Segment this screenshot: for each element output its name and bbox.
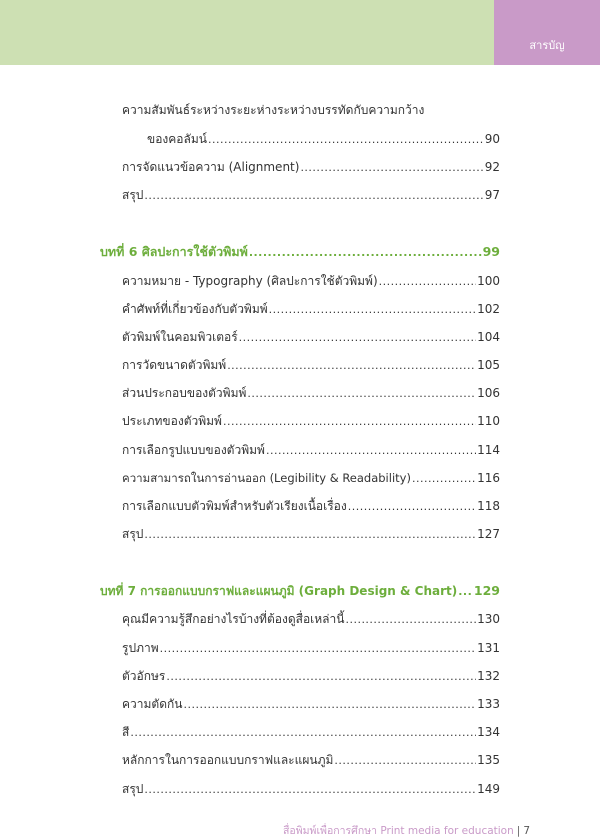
toc-entry-title: ประเภทของตัวพิมพ์: [122, 414, 222, 428]
toc-entry-page: 104: [477, 330, 500, 344]
toc-entry-page: 134: [477, 725, 500, 739]
toc-entry-title: ตัวพิมพ์ในคอมพิวเตอร์: [122, 330, 238, 344]
toc-entry-page: 106: [477, 386, 500, 400]
toc-entry[interactable]: [147, 131, 500, 148]
dot-leader: [249, 245, 482, 261]
dot-leader: [269, 302, 476, 318]
toc-entry-page: 110: [477, 414, 500, 428]
toc-entry[interactable]: [122, 273, 500, 290]
footer-book-title: สื่อพิมพ์เพื่อการศึกษา Print media for education: [282, 825, 514, 837]
dot-leader: [144, 782, 476, 798]
dot-leader: [266, 443, 476, 459]
toc-entry[interactable]: [122, 640, 500, 657]
toc-entry-title: บทที่ 6 ศิลปะการใช้ตัวพิมพ์: [100, 244, 248, 259]
toc-entry-page: 149: [477, 782, 500, 796]
dot-leader: [144, 188, 483, 204]
page-number: 7: [523, 825, 530, 837]
dot-leader: [458, 584, 473, 600]
toc-entry-title: คุณมีความรู้สึกอย่างไรบ้างที่ต้องดูสื่อเหล่านี้: [122, 612, 345, 626]
toc-entry[interactable]: [122, 526, 500, 543]
toc-entry-title: การเลือกรูปแบบของตัวพิมพ์: [122, 443, 265, 457]
dot-leader: [227, 358, 476, 374]
page-footer: [283, 822, 530, 839]
dot-leader: [348, 499, 476, 515]
toc-entry-title: ส่วนประกอบของตัวพิมพ์: [122, 386, 247, 400]
dot-leader: [183, 697, 476, 713]
dot-leader: [166, 669, 476, 685]
toc-entry-page: 129: [473, 583, 500, 598]
toc-entry-title: บทที่ 7 การออกแบบกราฟและแผนภูมิ (Graph Design & Chart): [100, 584, 458, 598]
toc-entry-page: 132: [477, 669, 500, 683]
toc-entry[interactable]: [122, 611, 500, 628]
toc-entry[interactable]: [122, 102, 500, 118]
toc-entry[interactable]: [122, 442, 500, 459]
toc-entry-page: 100: [477, 274, 500, 288]
toc-entry-title: สรุป: [122, 188, 144, 202]
dot-leader: [223, 414, 476, 430]
toc-entry[interactable]: [122, 752, 500, 769]
toc-entry[interactable]: [122, 357, 500, 374]
dot-leader: [130, 725, 476, 741]
dot-leader: [345, 612, 476, 628]
toc-entry[interactable]: [122, 385, 500, 402]
dot-leader: [160, 641, 476, 657]
toc-entry-title: ความตัดกัน: [122, 697, 183, 711]
toc-entry[interactable]: [122, 724, 500, 741]
toc-entry-title: ตัวอักษร: [122, 669, 166, 683]
toc-entry-title: คำศัพท์ที่เกี่ยวข้องกับตัวพิมพ์: [122, 302, 268, 316]
toc-entry-page: 97: [484, 188, 500, 202]
toc-entry[interactable]: [122, 187, 500, 204]
toc-entry-page: 127: [477, 527, 500, 541]
toc-entry-page: 99: [482, 244, 500, 259]
toc-entry-title: การวัดขนาดตัวพิมพ์: [122, 358, 227, 372]
toc-entry-title: สรุป: [122, 527, 144, 541]
dot-leader: [239, 330, 476, 346]
dot-leader: [144, 527, 476, 543]
toc-entry-page: 102: [477, 302, 500, 316]
toc-chapter-7[interactable]: [100, 583, 500, 600]
toc-entry-title: สี: [122, 725, 130, 739]
dot-leader: [379, 274, 476, 290]
toc-entry-title: ของคอลัมน์: [147, 132, 207, 146]
toc-entry-page: 116: [477, 471, 500, 485]
toc-entry-page: 130: [477, 612, 500, 626]
dot-leader: [247, 386, 476, 402]
toc-entry[interactable]: [122, 668, 500, 685]
dot-leader: [334, 753, 476, 769]
toc-entry-title: การเลือกแบบตัวพิมพ์สำหรับตัวเรียงเนื้อเรื่อง: [122, 499, 347, 513]
dot-leader: [300, 160, 483, 176]
toc-entry[interactable]: [122, 301, 500, 318]
toc-entry-page: 133: [477, 697, 500, 711]
footer-separator: |: [516, 825, 521, 837]
toc-entry-title: หลักการในการออกแบบกราฟและแผนภูมิ: [122, 753, 334, 767]
toc-entry-page: 114: [477, 443, 500, 457]
toc-entry[interactable]: [122, 329, 500, 346]
toc-entry-title: ความสามารถในการอ่านออก (Legibility & Readability): [122, 471, 411, 485]
toc-entry[interactable]: [122, 498, 500, 515]
dot-leader: [412, 471, 476, 487]
toc-chapter-6[interactable]: [100, 244, 500, 261]
toc-entry[interactable]: [122, 781, 500, 798]
toc-entry-page: 92: [484, 160, 500, 174]
toc-entry[interactable]: [122, 696, 500, 713]
toc-entry[interactable]: [122, 159, 500, 176]
toc-entry-title: รูปภาพ: [122, 641, 159, 655]
toc-entry-page: 131: [477, 641, 500, 655]
toc-entry-title: ความหมาย - Typography (ศิลปะการใช้ตัวพิมพ์): [122, 274, 378, 288]
toc-entry-page: 118: [477, 499, 500, 513]
section-label: สารบัญ: [529, 39, 565, 52]
toc-entry-title: สรุป: [122, 782, 144, 796]
toc-entry-title: ความสัมพันธ์ระหว่างระยะห่างระหว่างบรรทัดกับความกว้าง: [122, 103, 425, 117]
toc-entry-page: 90: [484, 132, 500, 146]
toc-entry[interactable]: [122, 413, 500, 430]
toc-entry-title: การจัดแนวข้อความ (Alignment): [122, 160, 300, 174]
dot-leader: [208, 132, 484, 148]
toc-entry-page: 105: [477, 358, 500, 372]
toc-entry[interactable]: [122, 470, 500, 487]
toc-entry-page: 135: [477, 753, 500, 767]
